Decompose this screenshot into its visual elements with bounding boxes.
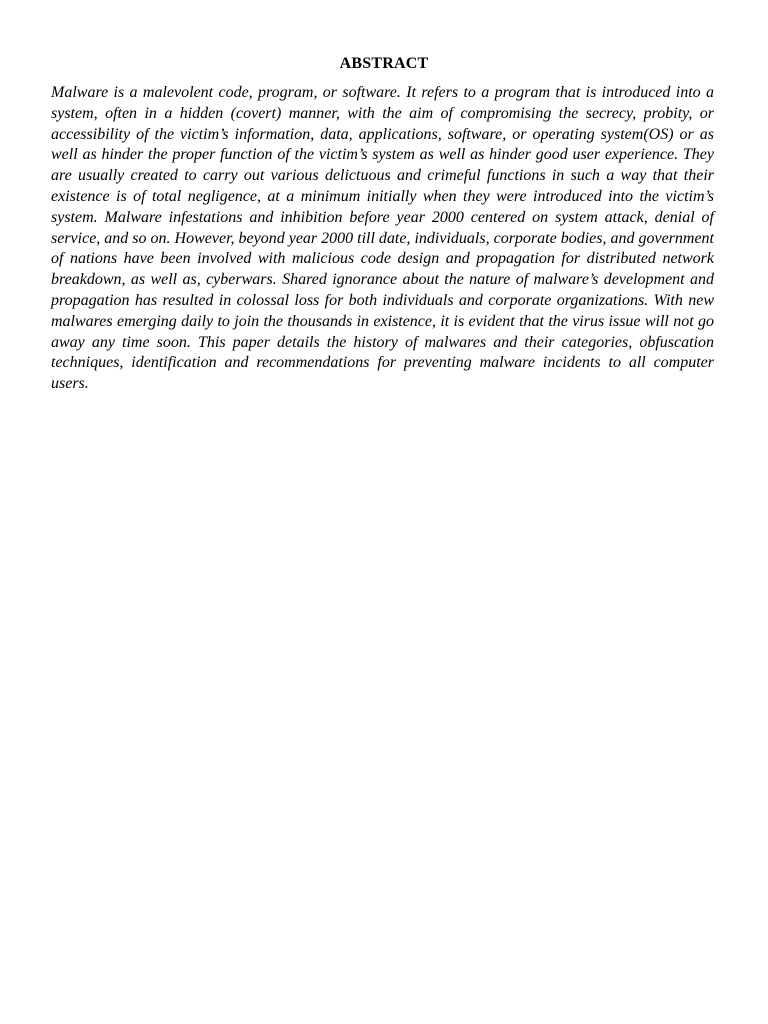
abstract-heading: ABSTRACT [339, 55, 429, 72]
abstract-body: Malware is a malevolent code, program, or software. It refers to a program that is introduced into a system, often in a hidden (covert) manner, with the aim of compromising the secrecy, probity, or accessibility of the victim’s information, data, applications, software, or operating system(OS) or as well as hinder the proper function of the victim’s system as well as hinder good user experience. They are usually created to carry out various delictuous and crimeful functions in such a way that their existence is of total negligence, at a minimum initially when they were introduced into the victim’s system. Malware infestations and inhibition before year 2000 centered on system attack, denial of service, and so on. However, beyond year 2000 till date, individuals, corporate bodies, and government of nations have been involved with malicious code design and propagation for distributed network breakdown, as well as, cyberwars. Shared ignorance about the nature of malware’s development and propagation has resulted in colossal loss for both individuals and corporate organizations. With new malwares emerging daily to join the thousands in existence, it is evident that the virus issue will not go away any time soon. This paper details the history of malwares and their categories, obfuscation techniques, identification and recommendations for preventing malware incidents to all computer users. [51, 84, 714, 393]
